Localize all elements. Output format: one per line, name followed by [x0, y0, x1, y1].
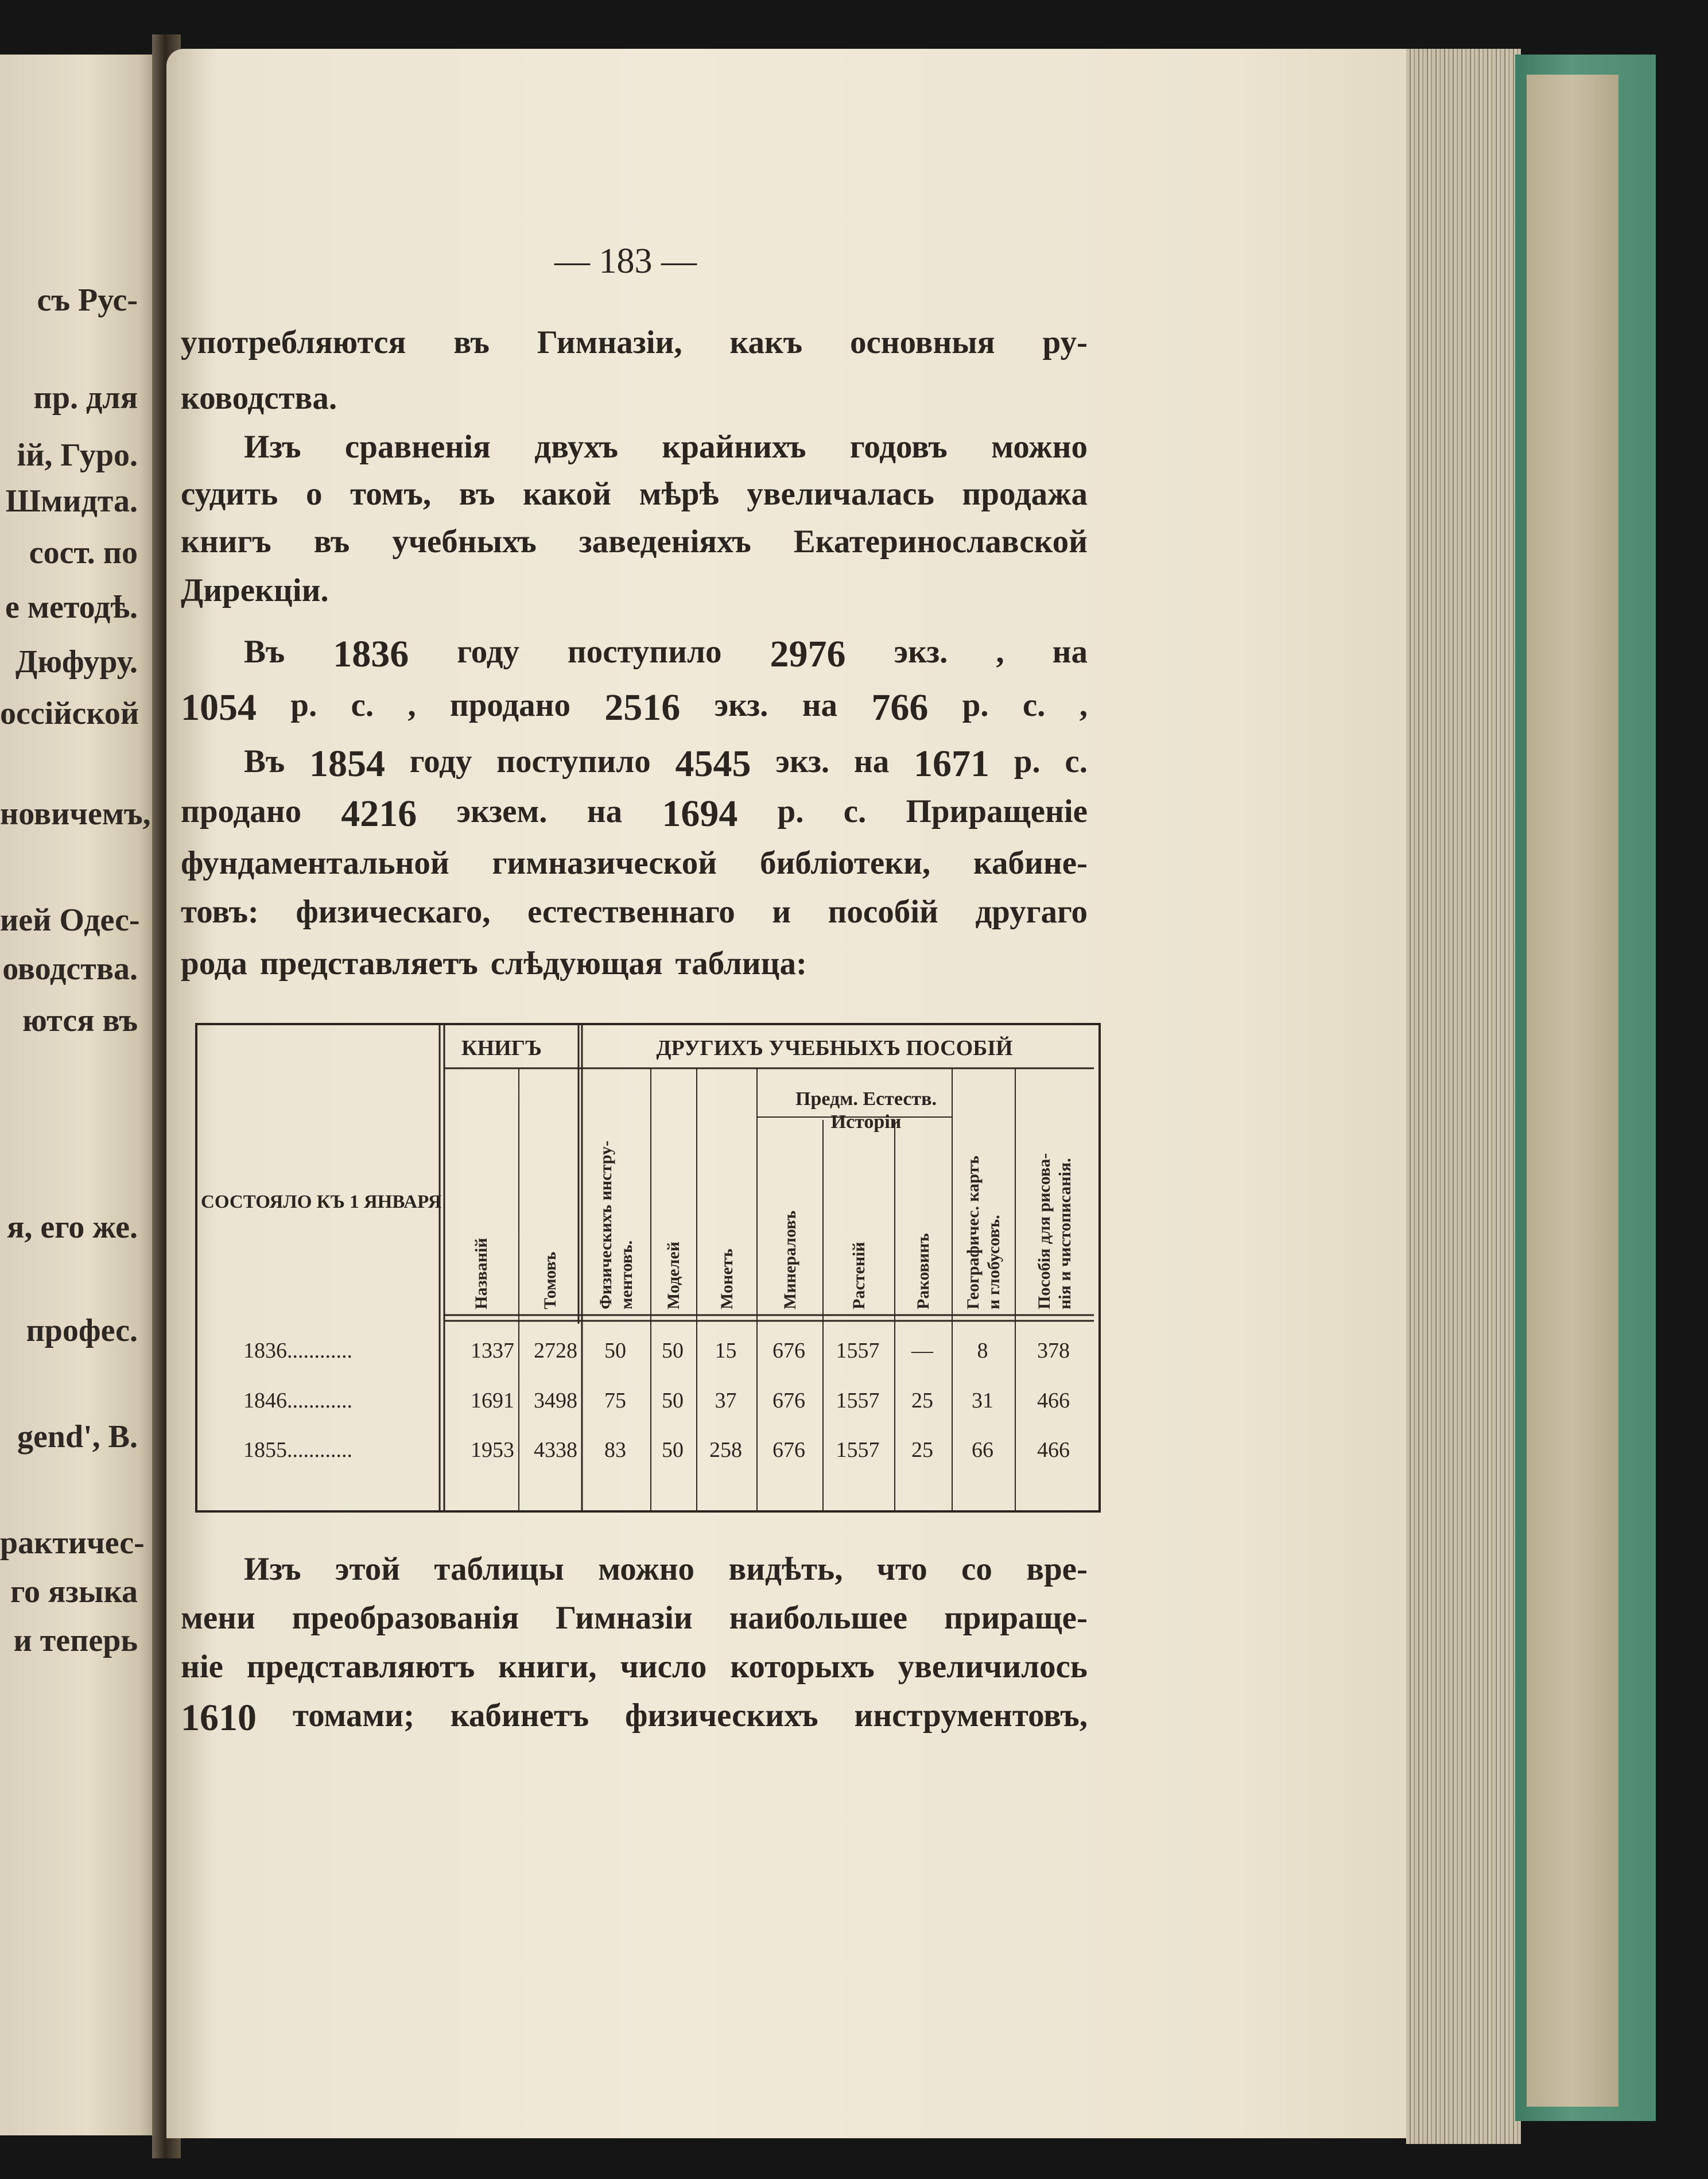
- column-header: Географичес. картъ: [964, 1156, 983, 1309]
- text-line: [181, 947, 1088, 980]
- word: что: [876, 1551, 927, 1587]
- left-page-line: ией Одес-: [0, 902, 140, 938]
- table-cell: 466: [1037, 1438, 1070, 1462]
- group-header-books: КНИГЪ: [461, 1036, 542, 1060]
- left-page-line: и теперь: [13, 1623, 138, 1658]
- table-cell: 676: [773, 1339, 805, 1363]
- word: с.: [1022, 687, 1046, 723]
- word: сравненія: [344, 429, 491, 465]
- word: преобразованія: [292, 1600, 519, 1636]
- word: Изъ: [244, 429, 301, 465]
- word: кабинетъ: [450, 1697, 589, 1734]
- column-header: Минераловъ: [780, 1210, 799, 1309]
- column-header: Раковинъ: [914, 1233, 933, 1309]
- text-line: [181, 689, 1088, 727]
- table-cell: 25: [911, 1438, 933, 1462]
- word: какой: [523, 476, 611, 512]
- left-page-line: ются въ: [22, 1003, 138, 1038]
- word: 2516: [604, 687, 681, 728]
- word: увеличалась: [747, 476, 934, 512]
- word: пособій: [828, 894, 938, 930]
- table-cell: 466: [1037, 1389, 1070, 1413]
- word: 4216: [341, 793, 417, 835]
- left-page: [0, 55, 158, 2135]
- word: продано: [181, 793, 302, 829]
- word: экз.: [714, 687, 768, 723]
- word: году: [409, 743, 472, 780]
- table-cell: 676: [773, 1389, 805, 1413]
- table-cell: 676: [773, 1438, 805, 1462]
- word: о: [305, 476, 323, 512]
- table-cell: 1557: [836, 1438, 880, 1462]
- word: гимназической: [492, 845, 717, 881]
- page-number: — 183 —: [554, 242, 697, 281]
- text-line: [181, 478, 1088, 510]
- column-header: Моделей: [664, 1242, 683, 1309]
- word: экз.: [775, 743, 830, 780]
- back-cover-edge: [1527, 75, 1618, 2107]
- left-page-line: я, его же.: [7, 1209, 138, 1245]
- text-line: [181, 525, 1088, 558]
- column-header: Пособія для рисова-: [1034, 1153, 1054, 1309]
- word: судить: [181, 476, 278, 512]
- word: 4545: [675, 743, 751, 785]
- word: Въ: [244, 634, 285, 670]
- column-header: ментовъ.: [617, 1240, 636, 1309]
- word: на: [1052, 634, 1088, 670]
- column-header: Физическихъ инстру-: [596, 1141, 615, 1309]
- word: ководства.: [181, 380, 337, 416]
- row-year: 1836............: [243, 1339, 352, 1363]
- word: р.: [777, 793, 804, 829]
- word: двухъ: [534, 429, 618, 465]
- word: р.: [962, 687, 989, 723]
- word: прираще-: [944, 1600, 1088, 1636]
- group-header-other-aids: ДРУГИХЪ УЧЕБНЫХЪ ПОСОБІЙ: [656, 1036, 1013, 1060]
- word: кабине-: [973, 845, 1088, 881]
- word: можно: [991, 429, 1088, 465]
- word: 1054: [181, 687, 257, 728]
- word: Въ: [244, 743, 285, 780]
- table-cell: 2728: [534, 1339, 577, 1363]
- left-page-line: пр. для: [33, 380, 138, 416]
- word: Дирекціи.: [181, 572, 329, 608]
- word: товъ:: [181, 894, 259, 930]
- column-header: Монетъ: [717, 1249, 736, 1309]
- text-line: [244, 635, 1088, 673]
- word: увеличилось: [898, 1649, 1088, 1685]
- table-cell: 378: [1037, 1339, 1070, 1363]
- word: с.: [1065, 743, 1088, 780]
- word: 766: [871, 687, 929, 728]
- word: Изъ: [244, 1551, 301, 1587]
- word: р.: [290, 687, 317, 723]
- column-header: Названій: [472, 1238, 491, 1309]
- word: крайнихъ: [662, 429, 806, 465]
- table-cell: 50: [604, 1339, 626, 1363]
- word: на: [802, 687, 838, 723]
- word: основныя: [849, 324, 995, 360]
- word: число: [620, 1649, 707, 1685]
- table-cell: 258: [709, 1438, 742, 1462]
- table-cell: 8: [977, 1339, 988, 1363]
- word: видѣть,: [728, 1551, 843, 1587]
- table-cell: 1557: [836, 1389, 880, 1413]
- text-line: [181, 1650, 1088, 1683]
- table-cell: 83: [604, 1438, 626, 1462]
- word: 1694: [662, 793, 738, 835]
- text-line: [181, 326, 1088, 359]
- word: 1854: [309, 743, 385, 785]
- word: физическаго,: [296, 894, 491, 930]
- word: экзем.: [456, 793, 548, 829]
- word: инструментовъ,: [854, 1697, 1088, 1734]
- left-page-line: рактичес-: [0, 1525, 145, 1561]
- word: библіотеки,: [759, 845, 931, 881]
- table-cell: 4338: [534, 1438, 577, 1462]
- page-edges: [1406, 49, 1521, 2144]
- word: представляетъ: [259, 945, 478, 982]
- table-cell: 37: [715, 1389, 737, 1413]
- word: с.: [843, 793, 867, 829]
- word: поступило: [567, 634, 722, 670]
- table-cell: 50: [662, 1339, 684, 1363]
- word: слѣдующая: [490, 945, 663, 982]
- table-cell: 1557: [836, 1339, 880, 1363]
- word: рода: [181, 945, 247, 982]
- word: въ: [453, 324, 490, 360]
- word: физическихъ: [624, 1697, 818, 1734]
- left-page-line: gend', B.: [17, 1419, 138, 1455]
- word: продано: [449, 687, 570, 723]
- word: с.: [351, 687, 374, 723]
- table-cell: 50: [662, 1438, 684, 1462]
- text-line: [244, 431, 1088, 463]
- table-cell: 66: [972, 1438, 993, 1462]
- word: можно: [598, 1551, 695, 1587]
- left-page-line: Шмидта.: [5, 483, 138, 519]
- left-page-line: оссійской: [0, 696, 139, 731]
- word: естественнаго: [527, 894, 735, 930]
- word: книгъ: [181, 524, 271, 560]
- left-page-line: ій, Гуро.: [17, 437, 138, 473]
- word: на: [853, 743, 890, 780]
- word: Гимназіи: [556, 1600, 693, 1636]
- text-line: [181, 795, 1088, 833]
- column-header: нія и чистописанія.: [1055, 1158, 1074, 1309]
- left-page-line: оводства.: [2, 951, 138, 987]
- text-line: [181, 895, 1088, 928]
- table-cell: 1691: [471, 1389, 514, 1413]
- word: другаго: [975, 894, 1088, 930]
- word: поступило: [496, 743, 651, 780]
- word: мени: [181, 1600, 255, 1636]
- word: году: [457, 634, 519, 670]
- row-year: 1846............: [243, 1389, 352, 1413]
- left-page-line: е методѣ.: [5, 590, 138, 625]
- word: ніе: [181, 1649, 223, 1685]
- word: таблицы: [434, 1551, 564, 1587]
- row-year: 1855............: [243, 1438, 352, 1462]
- word: въ: [459, 476, 495, 512]
- word: томами;: [292, 1697, 415, 1734]
- left-page-line: новичемъ,: [0, 796, 151, 832]
- word: 1610: [181, 1697, 257, 1739]
- table-cell: 75: [604, 1389, 626, 1413]
- text-line: [244, 1553, 1088, 1585]
- text-line: [181, 574, 1088, 607]
- text-line: [181, 1602, 1088, 1634]
- word: Гимназіи,: [537, 324, 682, 360]
- subgroup-header-natural-history-1: Предм. Естеств.: [795, 1088, 937, 1110]
- word: 1671: [913, 743, 989, 785]
- text-line: [244, 745, 1088, 783]
- statistics-table: [195, 1023, 1101, 1513]
- word: р.: [1014, 743, 1041, 780]
- text-line: [181, 382, 1088, 414]
- word: учебныхъ: [392, 524, 537, 560]
- word: со: [961, 1551, 992, 1587]
- word: въ: [313, 524, 350, 560]
- word: заведеніяхъ: [579, 524, 751, 560]
- table-cell: 25: [911, 1389, 933, 1413]
- word: Приращеніе: [906, 793, 1088, 829]
- word: и: [772, 894, 791, 930]
- word: мѣрѣ: [639, 476, 719, 512]
- table-cell: 15: [715, 1339, 737, 1363]
- text-line: [181, 1699, 1088, 1737]
- column-header: Растеній: [849, 1242, 868, 1309]
- left-page-line: го языка: [10, 1574, 138, 1610]
- word: ,: [1079, 687, 1088, 723]
- word: 1836: [333, 633, 409, 675]
- word: этой: [335, 1551, 401, 1587]
- table-cell: 1337: [471, 1339, 514, 1363]
- word: какъ: [729, 324, 803, 360]
- word: книги,: [498, 1649, 597, 1685]
- table-cell: 1953: [471, 1438, 514, 1462]
- word: 2976: [770, 633, 846, 675]
- word: употребляются: [181, 324, 406, 360]
- word: представляютъ: [246, 1649, 475, 1685]
- table-cell: 3498: [534, 1389, 577, 1413]
- column-header: и глобусовъ.: [984, 1215, 1003, 1309]
- subgroup-header-natural-history-2: Исторіи: [830, 1111, 902, 1133]
- word: томъ,: [350, 476, 432, 512]
- word: таблица:: [675, 945, 807, 982]
- table-cell: 50: [662, 1389, 684, 1413]
- text-line: [181, 847, 1088, 879]
- word: Екатеринославской: [793, 524, 1088, 560]
- word: вре-: [1026, 1551, 1088, 1587]
- word: ,: [996, 634, 1004, 670]
- word: фундаментальной: [181, 845, 449, 881]
- word: наибольшее: [729, 1600, 908, 1636]
- word: которыхъ: [730, 1649, 875, 1685]
- word: годовъ: [849, 429, 948, 465]
- table-cell: —: [911, 1339, 933, 1363]
- column-header: Томовъ: [541, 1251, 560, 1309]
- table-cell: 31: [972, 1389, 993, 1413]
- word: ру-: [1042, 324, 1088, 360]
- left-page-line: профес.: [26, 1313, 138, 1348]
- word: продажа: [962, 476, 1088, 512]
- left-page-line: Дюфуру.: [15, 644, 138, 680]
- row-header: СОСТОЯЛО КЪ 1 ЯНВАРЯ: [201, 1192, 442, 1212]
- left-page-line: съ Рус-: [37, 282, 138, 318]
- word: экз.: [894, 634, 948, 670]
- word: ,: [407, 687, 416, 723]
- left-page-line: сост. по: [29, 535, 138, 571]
- word: на: [587, 793, 623, 829]
